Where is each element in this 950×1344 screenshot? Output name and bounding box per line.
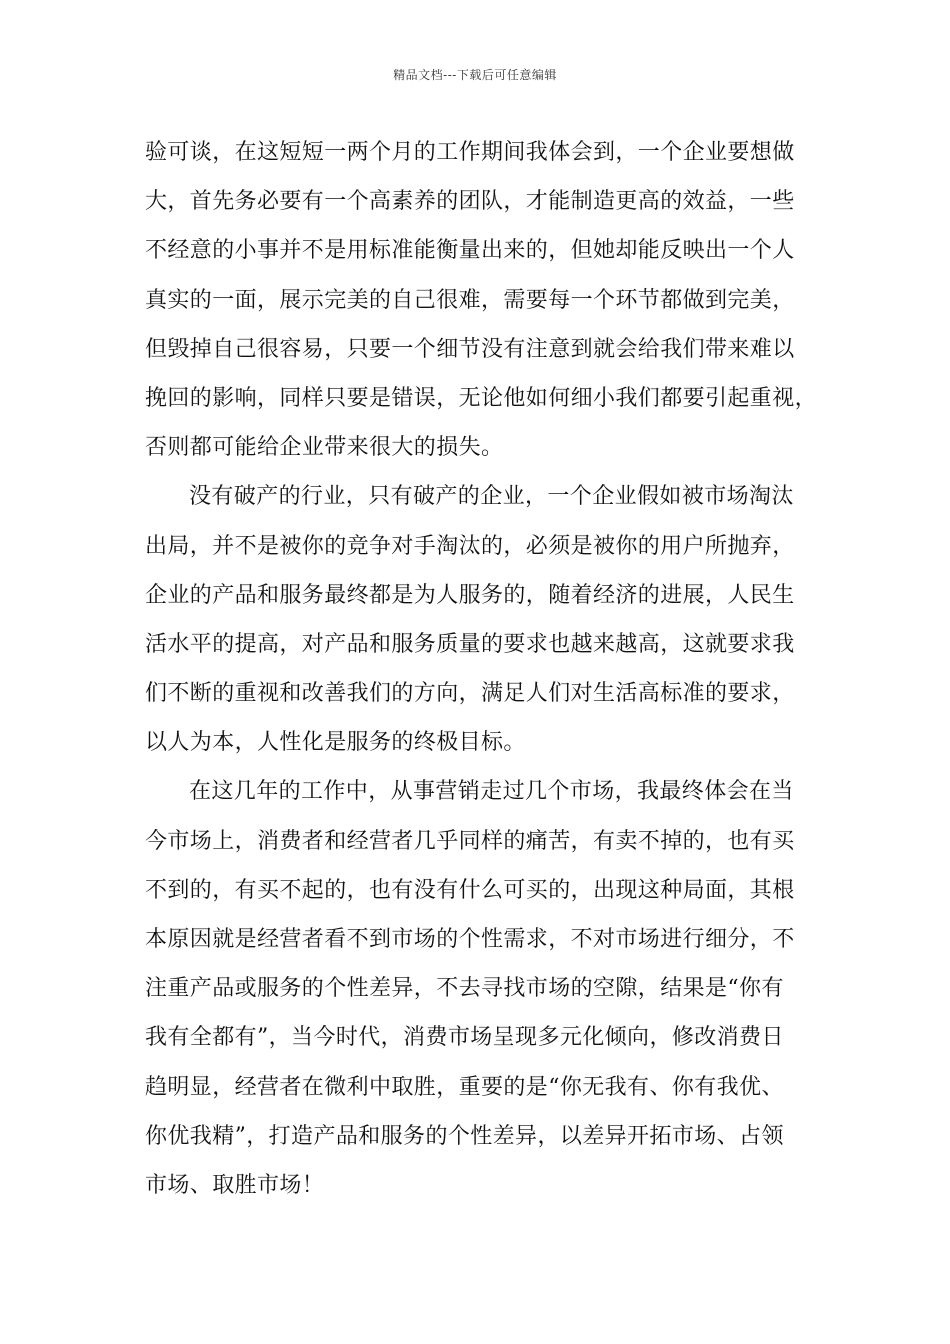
text-line: 但毁掉自己很容易，只要一个细节没有注意到就会给我们带来难以	[145, 336, 795, 362]
text-line: 注重产品或服务的个性差异，不去寻找市场的空隙，结果是“你有	[145, 976, 784, 1002]
text-line: 不经意的小事并不是用标准能衡量出来的，但她却能反映出一个人	[145, 238, 795, 264]
text-line: 市场、取胜市场！	[145, 1172, 325, 1198]
paragraph-2	[145, 472, 825, 767]
text-line: 我有全都有”，当今时代，消费市场呈现多元化倾向，修改消费日	[145, 1025, 784, 1051]
document-body	[145, 128, 825, 1210]
text-line: 真实的一面，展示完美的自己很难，需要每一个环节都做到完美，	[145, 287, 795, 313]
text-line: 没有破产的行业，只有破产的企业，一个企业假如被市场淘汰	[189, 484, 794, 510]
text-line: 今市场上，消费者和经营者几乎同样的痛苦，有卖不掉的，也有买	[145, 828, 795, 854]
text-line: 不到的，有买不起的，也有没有什么可买的，出现这种局面，其根	[145, 877, 795, 903]
text-line: 们不断的重视和改善我们的方向，满足人们对生活高标准的要求，	[145, 681, 795, 707]
text-line: 本原因就是经营者看不到市场的个性需求，不对市场进行细分，不	[145, 927, 795, 952]
text-line: 趋明显，经营者在微利中取胜，重要的是“你无我有、你有我优、	[145, 1074, 784, 1100]
paragraph-3	[145, 767, 825, 1210]
text-line: 在这几年的工作中，从事营销走过几个市场，我最终体会在当	[189, 779, 794, 805]
text-line: 出局，并不是被你的竞争对手淘汰的，必须是被你的用户所抛弃，	[145, 533, 795, 559]
page-header: 精品文档---下载后可任意编辑	[393, 68, 557, 82]
text-line: 否则都可能给企业带来很大的损失。	[145, 435, 504, 461]
text-line: 活水平的提高，对产品和服务质量的要求也越来越高，这就要求我	[145, 631, 795, 657]
text-line: 你优我精”，打造产品和服务的个性差异，以差异开拓市场、占领	[145, 1123, 784, 1149]
text-line: 企业的产品和服务最终都是为人服务的，随着经济的进展，人民生	[145, 582, 795, 608]
text-line: 大，首先务必要有一个高素养的团队，才能制造更高的效益，一些	[145, 189, 795, 215]
text-line: 挽回的影响，同样只要是错误，无论他如何细小我们都要引起重视，	[145, 385, 818, 411]
paragraph-1	[145, 128, 825, 472]
text-line: 以人为本，人性化是服务的终极目标。	[145, 730, 526, 756]
text-line: 验可谈，在这短短一两个月的工作期间我体会到，一个企业要想做	[145, 140, 795, 165]
